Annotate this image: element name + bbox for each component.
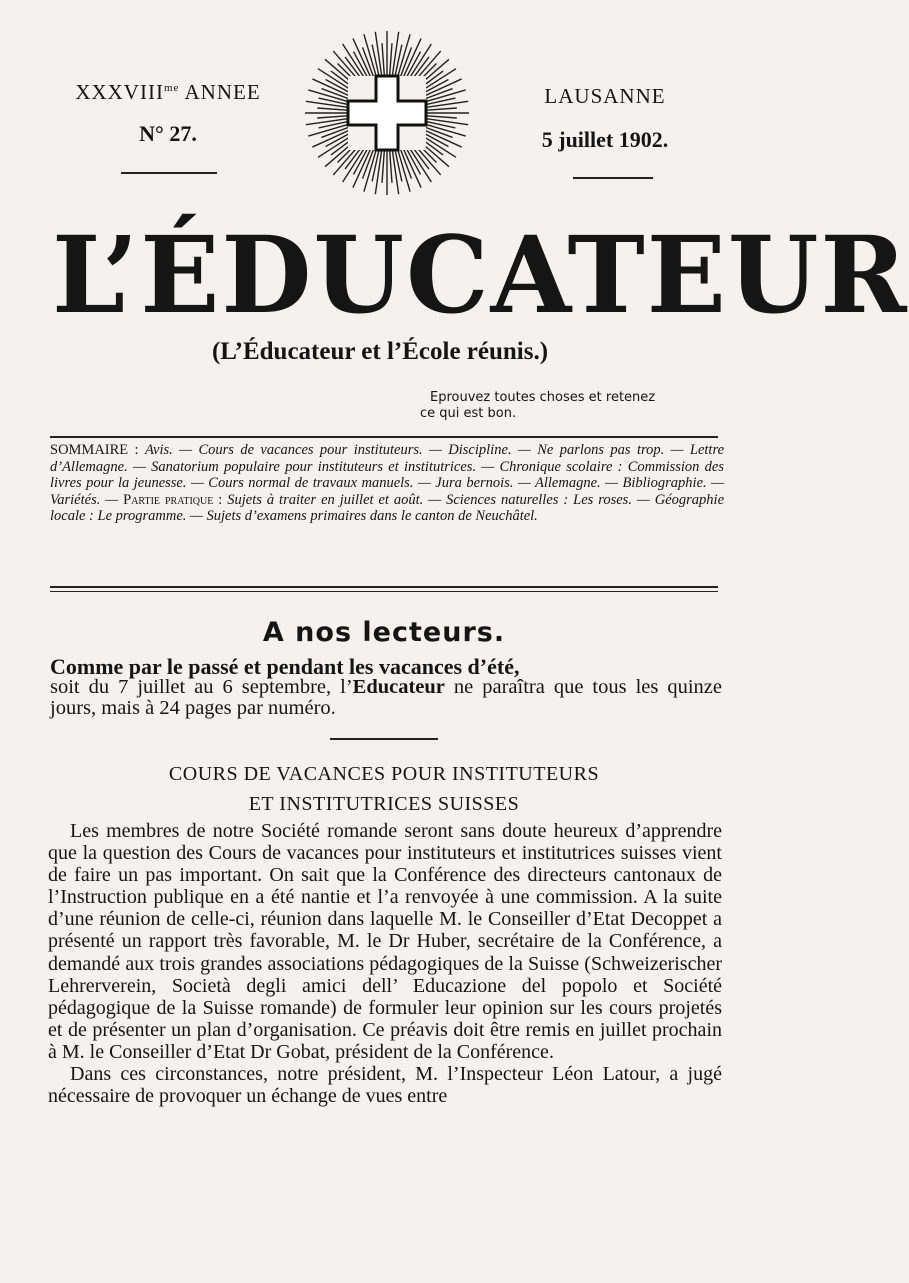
- table-of-contents: [50, 442, 724, 525]
- masthead-title: L’ÉDUCATEUR: [52, 212, 909, 337]
- partie-pratique-label: Partie pratique :: [123, 491, 223, 508]
- motto-line-2: ce qui est bon.: [420, 406, 517, 421]
- motto: [420, 390, 710, 422]
- article-title-line-1: COURS DE VACANCES POUR INSTITUTEURS: [168, 763, 600, 785]
- notice-rule: [330, 738, 438, 740]
- notice-lead: Comme par le passé et pendant les vacances d’été,: [50, 654, 520, 679]
- article-paragraph: Les membres de notre Société romande seront sans doute heureux d’apprendre que la question des Cours de vacances pour instituteurs et institutrices suisses vient de faire un pas important. On sait que la Conférence des directeurs cantonaux de l’Instruction publique en a été nantie et l’a renvoyée à une commission. A la suite d’une réunion de celle-ci, réunion dans laquelle M. le Conseiller d’Etat Decoppet a présenté un rapport très favorable, M. le Dr Huber, secrétaire de la Conférence, a demandé aux trois grandes associations pédagogiques de la Suisse (Schweizerischer Lehrerverein, Società degli amici dell’ Educazione del popolo et Société pédagogique de la Suisse romande) de formuler leur opinion sur les cours projetés et de présenter un plan d’organisation. Ce préavis doit être remis en juillet prochain à M. le Conseiller d’Etat Dr Gobat, président de la Conférence.: [48, 820, 722, 1063]
- header-rule-left: [121, 172, 217, 174]
- notice-text: Comme par le passé et pendant les vacances d’été, soit du 7 juillet au 6 septembre, l’Educateur ne paraîtra que tous les quinze jours, mais à 24 pages par numéro.: [50, 654, 722, 719]
- article-body: [48, 820, 722, 1107]
- divider-double-1: [50, 586, 718, 588]
- notice-educateur: Educateur: [352, 676, 445, 698]
- sommaire-practical-items: Sujets à traiter en juillet et août. — Sciences naturelles : Les roses. — Géographie locale : Le programme. — Sujets d’examens primaires dans le canton de Neuchâtel.: [50, 491, 725, 525]
- sommaire-general-items: Avis. — Cours de vacances pour instituteurs. — Discipline. — Ne parlons pas trop. — Lettre d’Allemagne. — Sanatorium populaire pour instituteurs et institutrices. — Chronique scolaire : Commission des livres pour la jeunesse. — Cours normal de travaux manuels. — Jura bernois. — Allemagne. — Bibliographie. — Variétés. —: [50, 442, 724, 508]
- header-rule-right: [573, 177, 653, 179]
- divider-top: [50, 436, 718, 438]
- sommaire-label: SOMMAIRE :: [50, 442, 139, 458]
- article-title-line-2: ET INSTITUTRICES SUISSES: [248, 793, 520, 815]
- article-paragraph: Dans ces circonstances, notre président, M. l’Inspecteur Léon Latour, a jugé nécessaire de provoquer un échange de vues entre: [48, 1063, 722, 1108]
- year-label: $XXXVIII^{me}$ ANNEE: [75, 80, 261, 104]
- divider-double-2: [50, 591, 718, 592]
- notice-title: A nos lecteurs.: [262, 617, 506, 648]
- motto-line-1: Eprouvez toutes choses et retenez: [430, 390, 656, 405]
- swiss-cross-emblem-icon: [303, 28, 471, 198]
- masthead-subtitle: (L’Éducateur et l’École réunis.): [211, 338, 549, 365]
- issue-number: N° 27.: [139, 121, 197, 146]
- city-label: LAUSANNE: [544, 84, 666, 108]
- publication-info: [520, 84, 690, 153]
- volume-info: [58, 80, 278, 147]
- issue-date: 5 juillet 1902.: [541, 127, 669, 152]
